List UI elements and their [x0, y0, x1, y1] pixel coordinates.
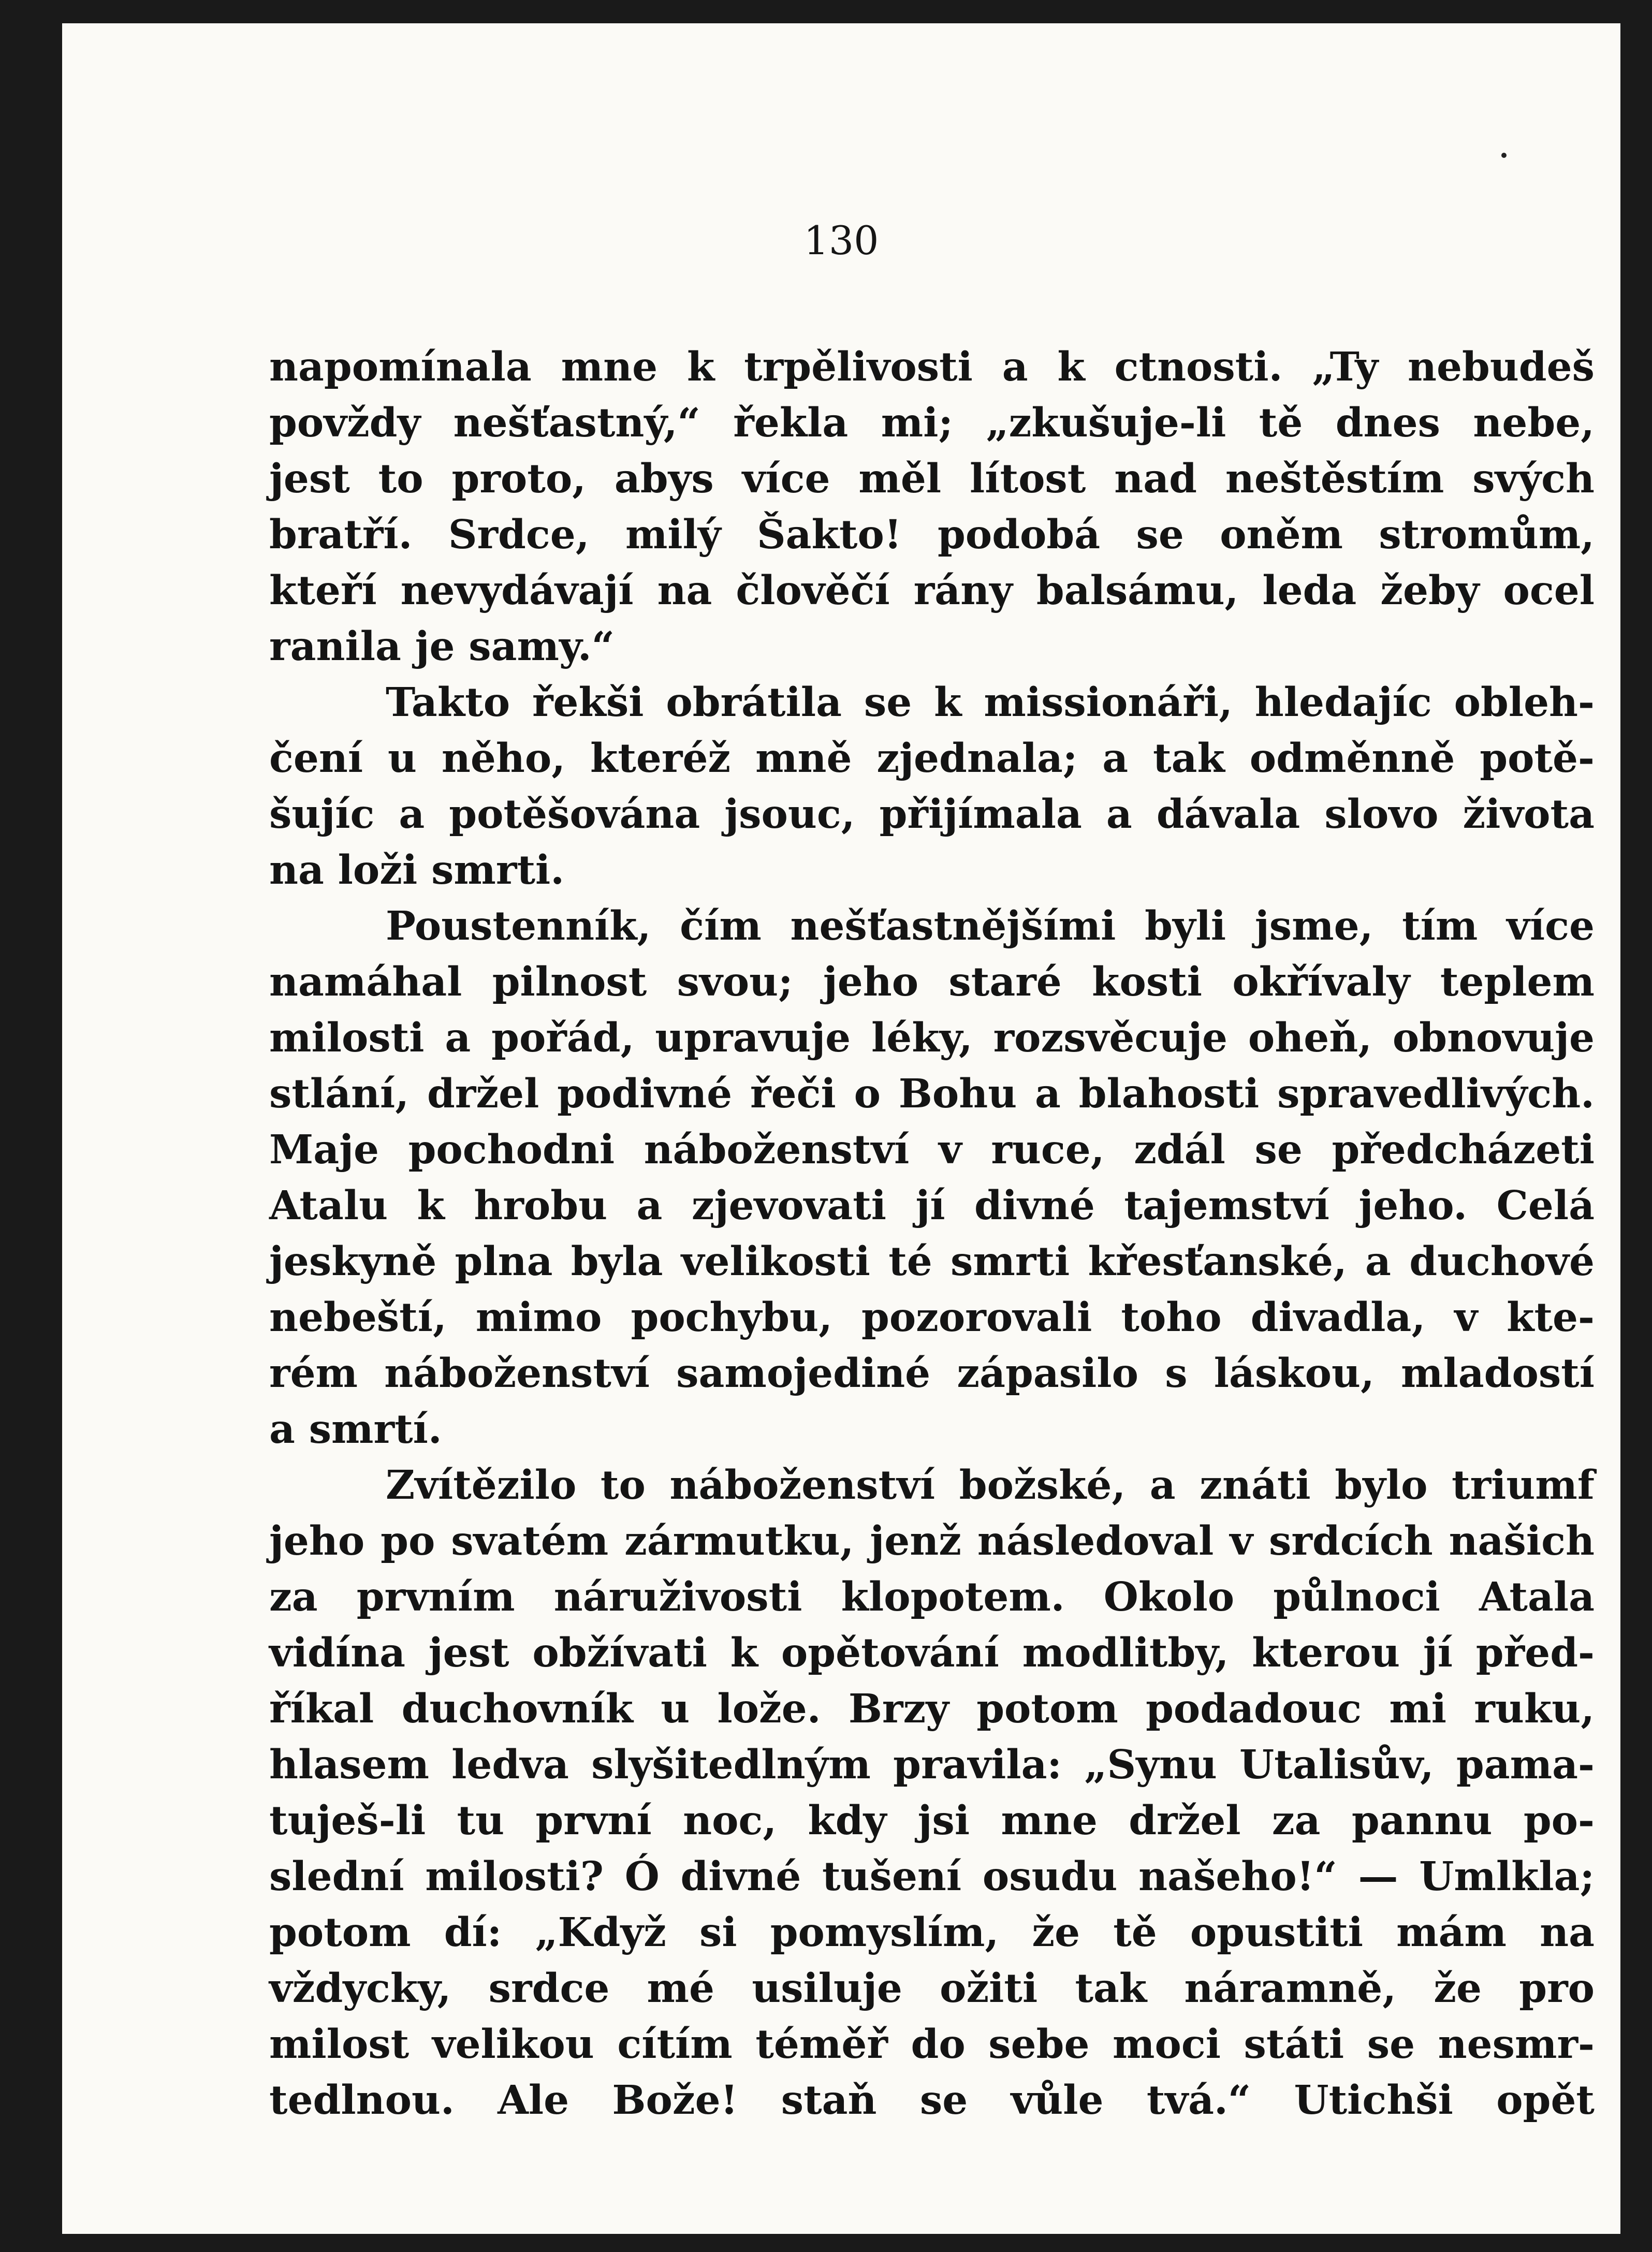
text-line: jest to proto, abys více měl lítost nad neštěstím svých: [269, 456, 1595, 502]
text-line: potom dí: „Když si pomyslím, že tě opustiti mám na: [269, 1909, 1595, 1956]
text-line: hlasem ledva slyšitedlným pravila: „Synu Utalisův, pama-: [269, 1742, 1595, 1788]
text-line: vidína jest obžívati k opětování modlitby, kterou jí před-: [269, 1630, 1595, 1676]
text-line: Takto řekši obrátila se k missionáři, hledajíc obleh-: [386, 679, 1595, 726]
text-line: tedlnou. Ale Bože! staň se vůle tvá.“ Utichši opět: [269, 2077, 1595, 2124]
paragraph: [269, 1457, 1595, 2128]
text-line: Zvítězilo to náboženství božské, a znáti bylo triumf: [386, 1462, 1595, 1509]
text-line: napomínala mne k trpělivosti a k ctnosti. „Ty nebudeš: [269, 344, 1595, 390]
text-line: slední milosti? Ó divné tušení osudu našeho!“ — Umlkla;: [269, 1853, 1595, 1900]
text-line: čení u něho, kteréž mně zjednala; a tak odměnně potě-: [269, 735, 1595, 782]
text-line: namáhal pilnost svou; jeho staré kosti okřívaly teplem: [269, 959, 1595, 1005]
text-line: říkal duchovník u lože. Brzy potom podadouc mi ruku,: [269, 1686, 1595, 1732]
text-line: vždycky, srdce mé usiluje ožiti tak náramně, že pro: [269, 1965, 1595, 2012]
text-line: šujíc a potěšována jsouc, přijímala a dávala slovo života: [269, 791, 1595, 838]
text-line: za prvním náruživosti klopotem. Okolo půlnoci Atala: [269, 1574, 1595, 1620]
text-line: a smrtí.: [269, 1406, 442, 1453]
text-line: Maje pochodni náboženství v ruce, zdál se předcházeti: [269, 1127, 1595, 1173]
page-number: 130: [803, 217, 879, 264]
text-line: tuješ-li tu první noc, kdy jsi mne držel za pannu po-: [269, 1797, 1595, 1844]
text-line: milost velikou cítím téměř do sebe moci státi se nesmr-: [269, 2021, 1595, 2068]
text-line: Poustenník, čím nešťastnějšími byli jsme, tím více: [386, 903, 1595, 949]
text-line: jeskyně plna byla velikosti té smrti křesťanské, a duchové: [269, 1238, 1595, 1285]
body-text: [269, 339, 1595, 2128]
text-line: na loži smrti.: [269, 847, 565, 894]
paragraph: [269, 675, 1595, 898]
paragraph: [269, 898, 1595, 1457]
book-page: [62, 23, 1620, 2234]
text-line: kteří nevydávají na člověčí rány balsámu, leda žeby ocel: [269, 567, 1595, 614]
scan-speck: [1501, 153, 1507, 158]
paragraph: [269, 339, 1595, 675]
text-line: ranila je samy.“: [269, 623, 615, 670]
text-line: jeho po svatém zármutku, jenž následoval v srdcích našich: [269, 1518, 1595, 1564]
text-line: rém náboženství samojediné zápasilo s láskou, mladostí: [269, 1350, 1595, 1397]
text-line: povždy nešťastný,“ řekla mi; „zkušuje-li tě dnes nebe,: [269, 400, 1595, 446]
text-line: Atalu k hrobu a zjevovati jí divné tajemství jeho. Celá: [269, 1182, 1595, 1229]
text-line: bratří. Srdce, milý Šakto! podobá se oněm stromům,: [269, 511, 1595, 558]
text-line: nebeští, mimo pochybu, pozorovali toho divadla, v kte-: [269, 1294, 1595, 1341]
text-line: milosti a pořád, upravuje léky, rozsvěcuje oheň, obnovuje: [269, 1015, 1595, 1061]
text-line: stlání, držel podivné řeči o Bohu a blahosti spravedlivých.: [269, 1071, 1595, 1117]
